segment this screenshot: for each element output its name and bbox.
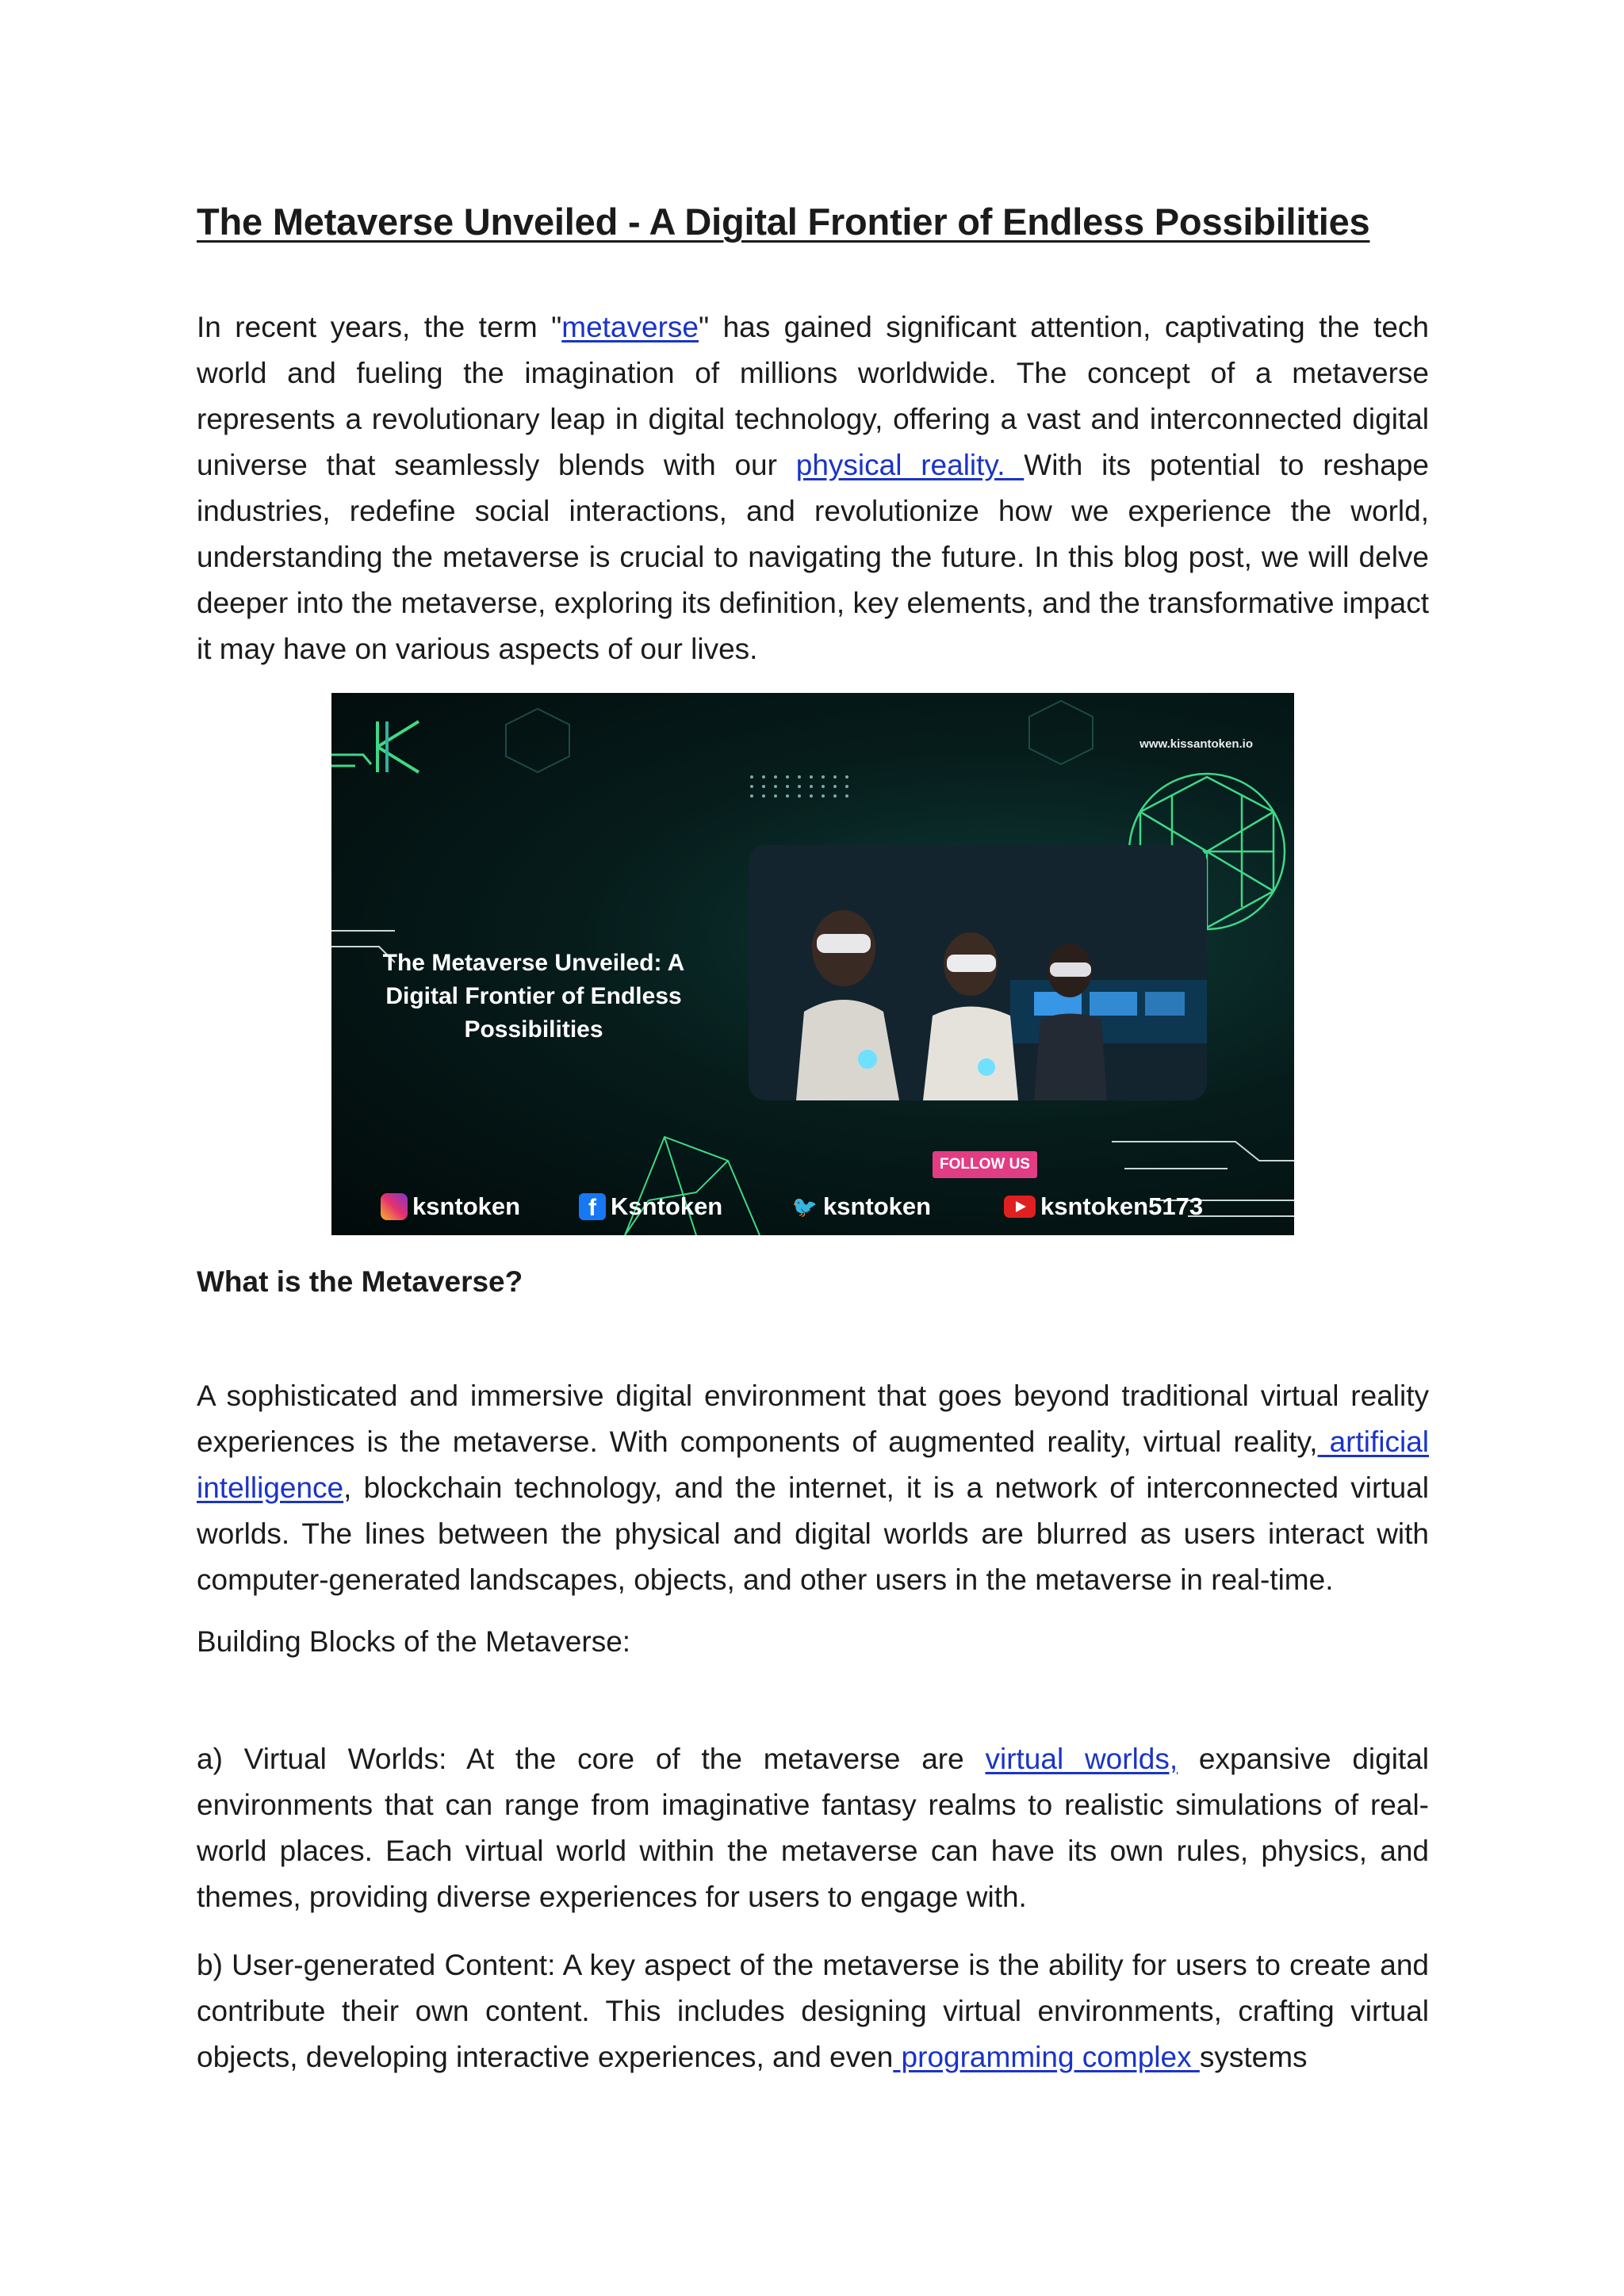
metaverse-link[interactable]: metaverse bbox=[561, 311, 699, 343]
user-content-text-2: systems bbox=[1199, 2041, 1308, 2073]
vr-photo bbox=[749, 845, 1207, 1100]
youtube-handle: ksntoken5173 bbox=[1004, 1192, 1203, 1221]
artificial-intelligence-link[interactable]: artificial intelligence bbox=[197, 1425, 1429, 1504]
user-content-text-1: b) User-generated Content: A key aspect of the metaverse is the ability for users to create and contribute their own content. This includes designing virtual environments, crafting virtual objects, developing interactive experiences, and even bbox=[197, 1949, 1429, 2073]
banner-image bbox=[331, 693, 1294, 1235]
facebook-icon: f bbox=[579, 1193, 606, 1220]
facebook-handle: f Ksntoken bbox=[579, 1192, 722, 1221]
intro-text-3: With its potential to reshape industries, redefine social interactions, and revolutionize how we experience the world, understanding the metaverse is crucial to navigating the future. In this blog post, we will delve deeper into the metaverse, exploring its definition, key elements, and the transformative impact it may have on various aspects of our lives. bbox=[197, 449, 1429, 665]
twitter-icon: 🐦 bbox=[791, 1195, 818, 1219]
banner-url: www.kissantoken.io bbox=[1139, 737, 1253, 751]
instagram-handle: ksntoken bbox=[381, 1192, 520, 1221]
section1-text-2: , blockchain technology, and the internet, it is a network of interconnected virtual worlds. The lines between the physical and digital worlds are blurred as users interact with computer-generated landscapes, objects, and other users in the metaverse in real-time. bbox=[197, 1471, 1429, 1596]
user-content-paragraph bbox=[197, 1942, 1429, 2080]
virtual-worlds-text-2: expansive digital environments that can range from imaginative fantasy realms to realistic simulations of real-world places. Each virtual world within the metaverse can have its own rules, physics, and themes, providing diverse experiences for users to engage with. bbox=[197, 1743, 1429, 1913]
dot-grid-icon bbox=[750, 775, 848, 798]
instagram-icon bbox=[381, 1193, 408, 1220]
youtube-icon bbox=[1004, 1196, 1036, 1218]
vr-people-illustration bbox=[749, 845, 1207, 1100]
intro-text-1: In recent years, the term " bbox=[197, 311, 562, 343]
section1-paragraph bbox=[197, 1373, 1429, 1603]
virtual-worlds-link[interactable]: virtual worlds, bbox=[985, 1743, 1178, 1775]
section1-text-1: A sophisticated and immersive digital environment that goes beyond traditional virtual reality experiences is the metaverse. With components of augmented reality, virtual reality, bbox=[197, 1380, 1429, 1458]
section-heading-what-is: What is the Metaverse? bbox=[197, 1265, 523, 1298]
programming-complex-link[interactable]: programming complex bbox=[893, 2041, 1200, 2073]
twitter-handle: 🐦 ksntoken bbox=[791, 1192, 932, 1220]
virtual-worlds-paragraph bbox=[197, 1736, 1429, 1920]
follow-us-badge: FOLLOW US bbox=[933, 1151, 1037, 1178]
building-blocks-heading: Building Blocks of the Metaverse: bbox=[197, 1625, 631, 1658]
virtual-worlds-text-1: a) Virtual Worlds: At the core of the metaverse are bbox=[197, 1743, 986, 1775]
page-title: The Metaverse Unveiled - A Digital Frontier of Endless Possibilities bbox=[197, 201, 1370, 243]
logo-icon bbox=[331, 721, 419, 772]
banner-title: The Metaverse Unveiled: A Digital Frontier of Endless Possibilities bbox=[382, 950, 685, 1043]
intro-paragraph bbox=[197, 304, 1429, 672]
physical-reality-link[interactable]: physical reality. bbox=[795, 449, 1025, 481]
intro-text-2: " has gained significant attention, captivating the tech world and fueling the imagination of millions worldwide. The concept of a metaverse represents a revolutionary leap in digital technology, offering a vast and interconnected digital universe that seamlessly blends with our bbox=[197, 311, 1430, 481]
